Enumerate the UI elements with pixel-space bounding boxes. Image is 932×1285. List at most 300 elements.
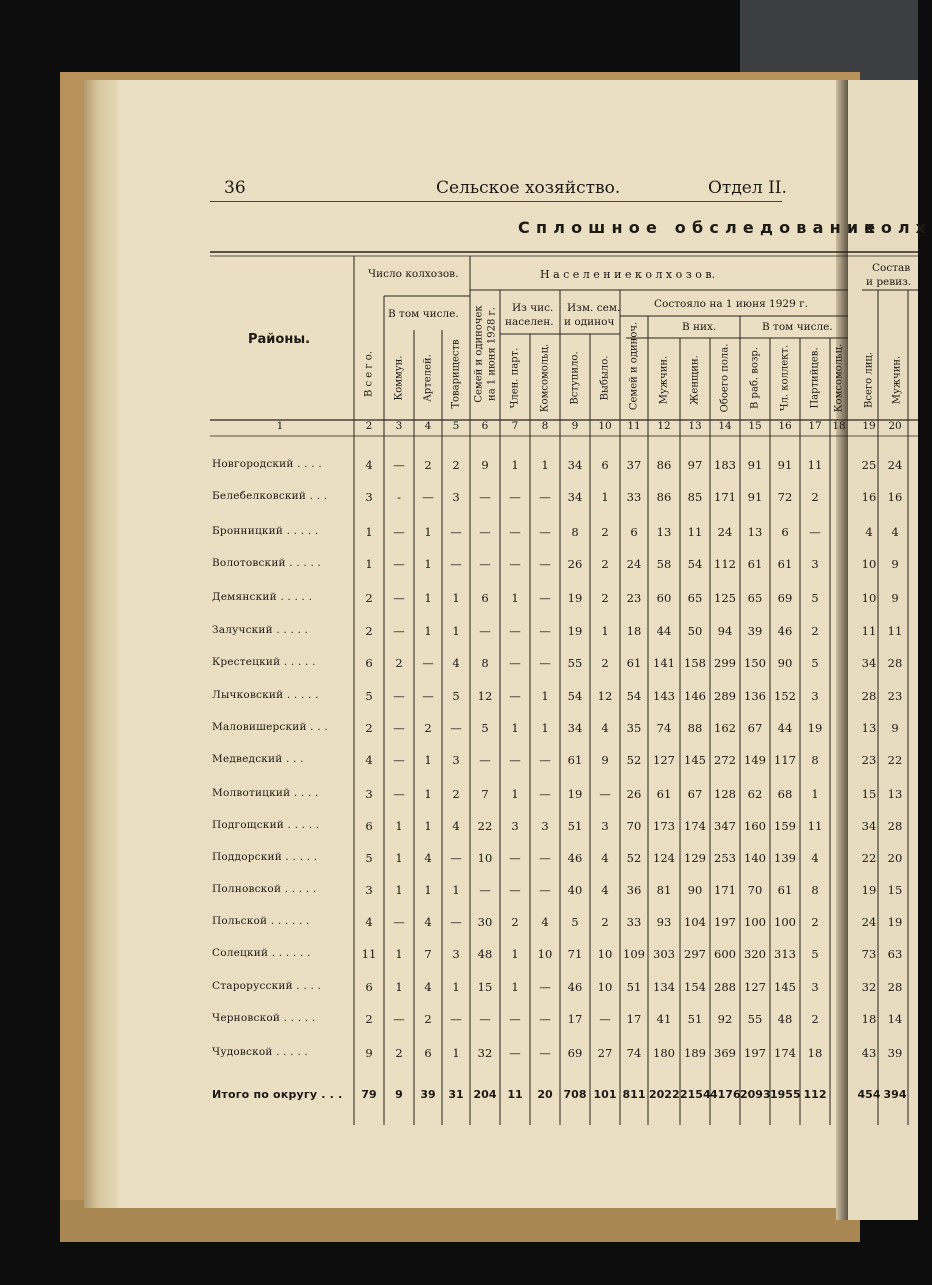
table-cell: 16 [861, 490, 877, 504]
table-cell: 11 [807, 819, 823, 833]
table-cell: 158 [684, 656, 706, 670]
table-cell: 12 [597, 689, 613, 703]
table-cell: 15 [887, 883, 903, 897]
table-cell: 88 [687, 721, 703, 735]
table-cell: 1 [811, 787, 819, 801]
table-cell: 3 [452, 753, 460, 767]
table-cell: — [509, 1012, 521, 1026]
table-cell: 11 [861, 624, 877, 638]
column-number: 19 [862, 420, 876, 432]
header-partiitsev: Партийцев. [809, 347, 821, 409]
table-cell: 19 [887, 915, 903, 929]
table-cell: 347 [714, 819, 736, 833]
column-number: 11 [627, 420, 641, 432]
table-cell: 55 [567, 656, 583, 670]
header-zhenshchin: Женщин. [689, 355, 701, 405]
table-cell: 1 [511, 458, 519, 472]
table-cell: 48 [777, 1012, 793, 1026]
table-cell: 9 [891, 557, 899, 571]
total-cell: 1955 [770, 1088, 801, 1101]
table-cell: 16 [887, 490, 903, 504]
header-v-rab-vozr: В раб. возр. [749, 347, 761, 409]
total-cell: 394 [883, 1088, 907, 1101]
table-cell: 2 [811, 1012, 819, 1026]
table-cell: 5 [811, 947, 819, 961]
header-komsomolts: Комсомольц. [539, 343, 551, 413]
table-cell: 1 [395, 947, 403, 961]
table-cell: 140 [744, 851, 766, 865]
table-cell: 2 [811, 624, 819, 638]
district-name: Лычковский . . . . . [212, 689, 319, 701]
table-cell: 70 [626, 819, 642, 833]
table-cell: 91 [747, 458, 763, 472]
table-cell: 2 [424, 458, 432, 472]
table-cell: 3 [452, 947, 460, 961]
table-cell: 127 [653, 753, 675, 767]
table-cell: 48 [477, 947, 493, 961]
header-tovarishchestv: Товариществ [450, 339, 462, 409]
table-cell: 1 [395, 883, 403, 897]
table-cell: 39 [747, 624, 763, 638]
table-cell: — [450, 851, 462, 865]
total-cell: 79 [361, 1088, 377, 1101]
district-name: Чудовской . . . . . [212, 1046, 308, 1058]
table-cell: 20 [887, 851, 903, 865]
table-cell: 8 [811, 753, 819, 767]
table-cell: 51 [687, 1012, 703, 1026]
table-cell: 61 [777, 883, 793, 897]
table-cell: 173 [653, 819, 675, 833]
table-cell: 1 [511, 721, 519, 735]
column-number: 4 [424, 420, 432, 432]
header-vsego-lits: Всего лиц. [863, 352, 875, 408]
table-cell: 62 [747, 787, 763, 801]
table-cell: 2 [452, 458, 460, 472]
table-cell: 13 [747, 525, 763, 539]
table-cell: 9 [601, 753, 609, 767]
table-cell: 1 [424, 883, 432, 897]
table-cell: 1 [452, 1046, 460, 1060]
table-cell: 139 [774, 851, 796, 865]
table-cell: 6 [365, 819, 373, 833]
table-cell: 69 [777, 591, 793, 605]
table-cell: 65 [687, 591, 703, 605]
column-number: 6 [481, 420, 489, 432]
table-cell: 104 [684, 915, 706, 929]
table-cell: 9 [891, 721, 899, 735]
table-cell: 13 [887, 787, 903, 801]
table-cell: 6 [365, 656, 373, 670]
table-cell: 51 [567, 819, 583, 833]
column-number: 5 [452, 420, 460, 432]
header-vstupilo: Вступило. [569, 351, 581, 405]
table-cell: 7 [481, 787, 489, 801]
table-cell: 136 [744, 689, 766, 703]
table-cell: 3 [811, 689, 819, 703]
table-cell: 8 [811, 883, 819, 897]
table-cell: 1 [424, 753, 432, 767]
table-title-continued: колх [864, 218, 932, 237]
table-cell: 2 [601, 525, 609, 539]
table-cell: 100 [774, 915, 796, 929]
table-cell: 272 [714, 753, 736, 767]
table-cell: 4 [865, 525, 873, 539]
table-cell: 23 [861, 753, 877, 767]
table-cell: 36 [626, 883, 642, 897]
table-cell: 85 [687, 490, 703, 504]
table-cell: 15 [861, 787, 877, 801]
table-cell: 60 [656, 591, 672, 605]
table-cell: 303 [653, 947, 675, 961]
table-cell: 50 [687, 624, 703, 638]
column-number: 16 [778, 420, 792, 432]
table-cell: 1 [424, 787, 432, 801]
table-cell: — [539, 753, 551, 767]
header-naselenie: Н а с е л е н и е к о л х о з о в. [540, 268, 716, 281]
table-cell: 69 [567, 1046, 583, 1060]
table-cell: 6 [424, 1046, 432, 1060]
table-cell: — [809, 525, 821, 539]
district-name: Демянский . . . . . [212, 591, 313, 603]
table-cell: 3 [811, 557, 819, 571]
table-cell: 63 [887, 947, 903, 961]
table-cell: 6 [630, 525, 638, 539]
table-cell: — [509, 557, 521, 571]
total-cell: 2154 [680, 1088, 711, 1101]
header-sostoialo: Состояло на 1 июня 1929 г. [654, 298, 808, 310]
table-cell: 4 [452, 656, 460, 670]
table-cell: 68 [777, 787, 793, 801]
table-cell: 24 [717, 525, 733, 539]
table-cell: 10 [537, 947, 553, 961]
running-title: Сельское хозяйство. [436, 178, 621, 198]
table-cell: — [509, 656, 521, 670]
section-label: Отдел II. [708, 178, 787, 198]
table-cell: 44 [777, 721, 793, 735]
table-cell: 1 [365, 525, 373, 539]
table-cell: 11 [687, 525, 703, 539]
table-cell: — [539, 851, 551, 865]
table-cell: 145 [774, 980, 796, 994]
district-name: Подгощский . . . . . [212, 819, 320, 831]
table-cell: — [509, 624, 521, 638]
table-cell: — [539, 656, 551, 670]
table-cell: 11 [361, 947, 377, 961]
table-cell: 46 [567, 980, 583, 994]
table-cell: 30 [477, 915, 493, 929]
table-cell: 180 [653, 1046, 675, 1060]
table-cell: 34 [567, 490, 583, 504]
table-cell: 2 [601, 915, 609, 929]
table-cell: 152 [774, 689, 796, 703]
district-name: Крестецкий . . . . . [212, 656, 316, 668]
table-cell: 33 [626, 915, 642, 929]
table-cell: 2 [395, 656, 403, 670]
column-number: 2 [365, 420, 373, 432]
header-semei-i-odinoch: Семей и одиноч. [628, 321, 640, 411]
table-cell: 2 [601, 656, 609, 670]
table-cell: 5 [452, 689, 460, 703]
table-cell: 162 [714, 721, 736, 735]
table-cell: 2 [365, 1012, 373, 1026]
column-number: 17 [808, 420, 822, 432]
table-cell: 3 [365, 883, 373, 897]
total-cell: 31 [448, 1088, 464, 1101]
total-cell: 112 [803, 1088, 827, 1101]
table-cell: 34 [567, 458, 583, 472]
header-komsomolts-2: Комсомольц. [833, 343, 845, 413]
table-cell: 2 [424, 1012, 432, 1026]
table-cell: 112 [714, 557, 736, 571]
table-cell: 86 [656, 458, 672, 472]
table-cell: 19 [567, 624, 583, 638]
table-cell: 8 [481, 656, 489, 670]
table-cell: 149 [744, 753, 766, 767]
table-cell: — [509, 1046, 521, 1060]
table-cell: 18 [626, 624, 642, 638]
table-cell: — [479, 557, 491, 571]
table-cell: 9 [365, 1046, 373, 1060]
table-cell: 3 [811, 980, 819, 994]
column-number: 12 [657, 420, 671, 432]
table-cell: 70 [747, 883, 763, 897]
table-cell: 2 [511, 915, 519, 929]
table-cell: 22 [887, 753, 903, 767]
table-cell: 52 [626, 753, 642, 767]
table-cell: 2 [395, 1046, 403, 1060]
table-cell: 81 [656, 883, 672, 897]
table-cell: 100 [744, 915, 766, 929]
table-cell: 1 [395, 851, 403, 865]
table-cell: 299 [714, 656, 736, 670]
table-cell: 289 [714, 689, 736, 703]
header-izm-sem: Изм. сем. [567, 302, 621, 314]
table-cell: 1 [424, 591, 432, 605]
table-cell: 52 [626, 851, 642, 865]
table-cell: — [599, 1012, 611, 1026]
table-cell: — [479, 624, 491, 638]
header-semei-1928-line1: Семей и одиночек [473, 305, 485, 403]
table-cell: 61 [656, 787, 672, 801]
table-cell: — [479, 525, 491, 539]
table-cell: 22 [861, 851, 877, 865]
table-cell: 55 [747, 1012, 763, 1026]
table-cell: 6 [781, 525, 789, 539]
total-label: Итого по округу . . . [212, 1088, 343, 1101]
table-cell: — [539, 1046, 551, 1060]
table-cell: - [397, 490, 401, 504]
table-cell: 71 [567, 947, 583, 961]
table-cell: 1 [541, 689, 549, 703]
table-cell: 3 [452, 490, 460, 504]
total-cell: 708 [563, 1088, 587, 1101]
table-cell: 7 [424, 947, 432, 961]
table-cell: — [450, 1012, 462, 1026]
table-cell: 171 [714, 490, 736, 504]
district-name: Волотовский . . . . . [212, 557, 322, 569]
table-cell: 26 [626, 787, 642, 801]
table-cell: 174 [684, 819, 706, 833]
table-cell: 19 [807, 721, 823, 735]
table-cell: 1 [365, 557, 373, 571]
table-cell: 4 [424, 915, 432, 929]
table-cell: 10 [597, 947, 613, 961]
table-cell: 28 [887, 980, 903, 994]
table-cell: 3 [601, 819, 609, 833]
table-cell: 4 [424, 851, 432, 865]
table-cell: 1 [541, 458, 549, 472]
table-cell: — [509, 689, 521, 703]
table-cell: 159 [774, 819, 796, 833]
table-cell: 26 [567, 557, 583, 571]
table-cell: 39 [887, 1046, 903, 1060]
district-name: Солецкий . . . . . . [212, 947, 311, 959]
table-cell: 189 [684, 1046, 706, 1060]
table-cell: 6 [601, 458, 609, 472]
table-cell: — [422, 490, 434, 504]
table-cell: 97 [687, 458, 703, 472]
table-cell: 1 [452, 883, 460, 897]
table-cell: 1 [511, 591, 519, 605]
table-cell: 1 [424, 624, 432, 638]
header-vybylo: Выбыло. [599, 355, 611, 401]
table-cell: — [450, 557, 462, 571]
table-cell: 1 [424, 557, 432, 571]
table-cell: — [509, 883, 521, 897]
table-cell: — [509, 753, 521, 767]
column-number: 18 [832, 420, 846, 432]
table-cell: — [393, 753, 405, 767]
table-cell: 183 [714, 458, 736, 472]
table-cell: — [539, 525, 551, 539]
table-cell: 90 [777, 656, 793, 670]
table-cell: 28 [861, 689, 877, 703]
district-name: Медведский . . . [212, 753, 304, 765]
table-cell: 117 [774, 753, 796, 767]
table-cell: 5 [365, 851, 373, 865]
table-cell: — [539, 490, 551, 504]
table-cell: 61 [567, 753, 583, 767]
table-cell: 1 [601, 490, 609, 504]
table-cell: 17 [626, 1012, 642, 1026]
table-cell: 9 [891, 591, 899, 605]
table-cell: 19 [567, 787, 583, 801]
table-cell: 90 [687, 883, 703, 897]
table-cell: 1 [395, 980, 403, 994]
table-cell: 4 [601, 851, 609, 865]
table-cell: 61 [777, 557, 793, 571]
table-cell: 51 [626, 980, 642, 994]
table-cell: 6 [365, 980, 373, 994]
table-cell: 297 [684, 947, 706, 961]
table-cell: 94 [717, 624, 733, 638]
table-cell: 1 [395, 819, 403, 833]
table-cell: 1 [511, 947, 519, 961]
table-cell: 74 [626, 1046, 642, 1060]
table-cell: 19 [861, 883, 877, 897]
table-cell: — [393, 458, 405, 472]
table-cell: 24 [861, 915, 877, 929]
header-rayony: Районы. [248, 332, 311, 347]
table-cell: 369 [714, 1046, 736, 1060]
district-name: Залучский . . . . . [212, 624, 309, 636]
table-cell: 127 [744, 980, 766, 994]
table-cell: 4 [541, 915, 549, 929]
table-cell: 11 [887, 624, 903, 638]
table-cell: 5 [811, 656, 819, 670]
table-cell: — [393, 689, 405, 703]
table-cell: 154 [684, 980, 706, 994]
header-sostav-line2: и ревиз. [866, 276, 912, 288]
table-cell: 4 [424, 980, 432, 994]
header-v-tom-chisle: В том числе. [388, 308, 459, 320]
table-cell: 2 [365, 624, 373, 638]
table-cell: 37 [626, 458, 642, 472]
table-cell: 4 [452, 819, 460, 833]
total-cell: 20 [537, 1088, 553, 1101]
table-cell: — [539, 1012, 551, 1026]
table-cell: 4 [365, 915, 373, 929]
table-cell: 4 [365, 458, 373, 472]
table-cell: 143 [653, 689, 675, 703]
table-cell: 4 [601, 883, 609, 897]
table-cell: — [393, 721, 405, 735]
table-cell: 2 [365, 721, 373, 735]
table-cell: 54 [626, 689, 642, 703]
column-number: 14 [718, 420, 732, 432]
column-number: 9 [571, 420, 579, 432]
table-cell: 72 [777, 490, 793, 504]
table-cell: 5 [811, 591, 819, 605]
table-cell: 174 [774, 1046, 796, 1060]
column-number: 20 [888, 420, 902, 432]
table-cell: 5 [481, 721, 489, 735]
table-cell: 67 [747, 721, 763, 735]
table-cell: 92 [717, 1012, 733, 1026]
total-cell: 2022 [649, 1088, 680, 1101]
table-cell: 1 [511, 787, 519, 801]
table-cell: 128 [714, 787, 736, 801]
table-cell: — [539, 557, 551, 571]
total-cell: 101 [593, 1088, 617, 1101]
table-cell: 23 [887, 689, 903, 703]
table-cell: 4 [601, 721, 609, 735]
table-cell: 73 [861, 947, 877, 961]
table-cell: 14 [887, 1012, 903, 1026]
table-cell: 129 [684, 851, 706, 865]
table-cell: 313 [774, 947, 796, 961]
table-cell: — [393, 557, 405, 571]
header-v-nikh: В них. [682, 321, 717, 333]
table-cell: 320 [744, 947, 766, 961]
table-cell: 54 [567, 689, 583, 703]
table-cell: 32 [477, 1046, 493, 1060]
table-cell: — [539, 787, 551, 801]
table-cell: 18 [807, 1046, 823, 1060]
table-cell: 61 [747, 557, 763, 571]
table-cell: 91 [747, 490, 763, 504]
table-cell: — [450, 525, 462, 539]
table-cell: 34 [861, 656, 877, 670]
table-cell: — [393, 787, 405, 801]
district-name: Польской . . . . . . [212, 915, 310, 927]
total-cell: 454 [857, 1088, 881, 1101]
table-cell: — [509, 490, 521, 504]
table-cell: 86 [656, 490, 672, 504]
table-cell: 2 [424, 721, 432, 735]
table-cell: 24 [887, 458, 903, 472]
header-artelei: Артелей. [422, 354, 434, 402]
